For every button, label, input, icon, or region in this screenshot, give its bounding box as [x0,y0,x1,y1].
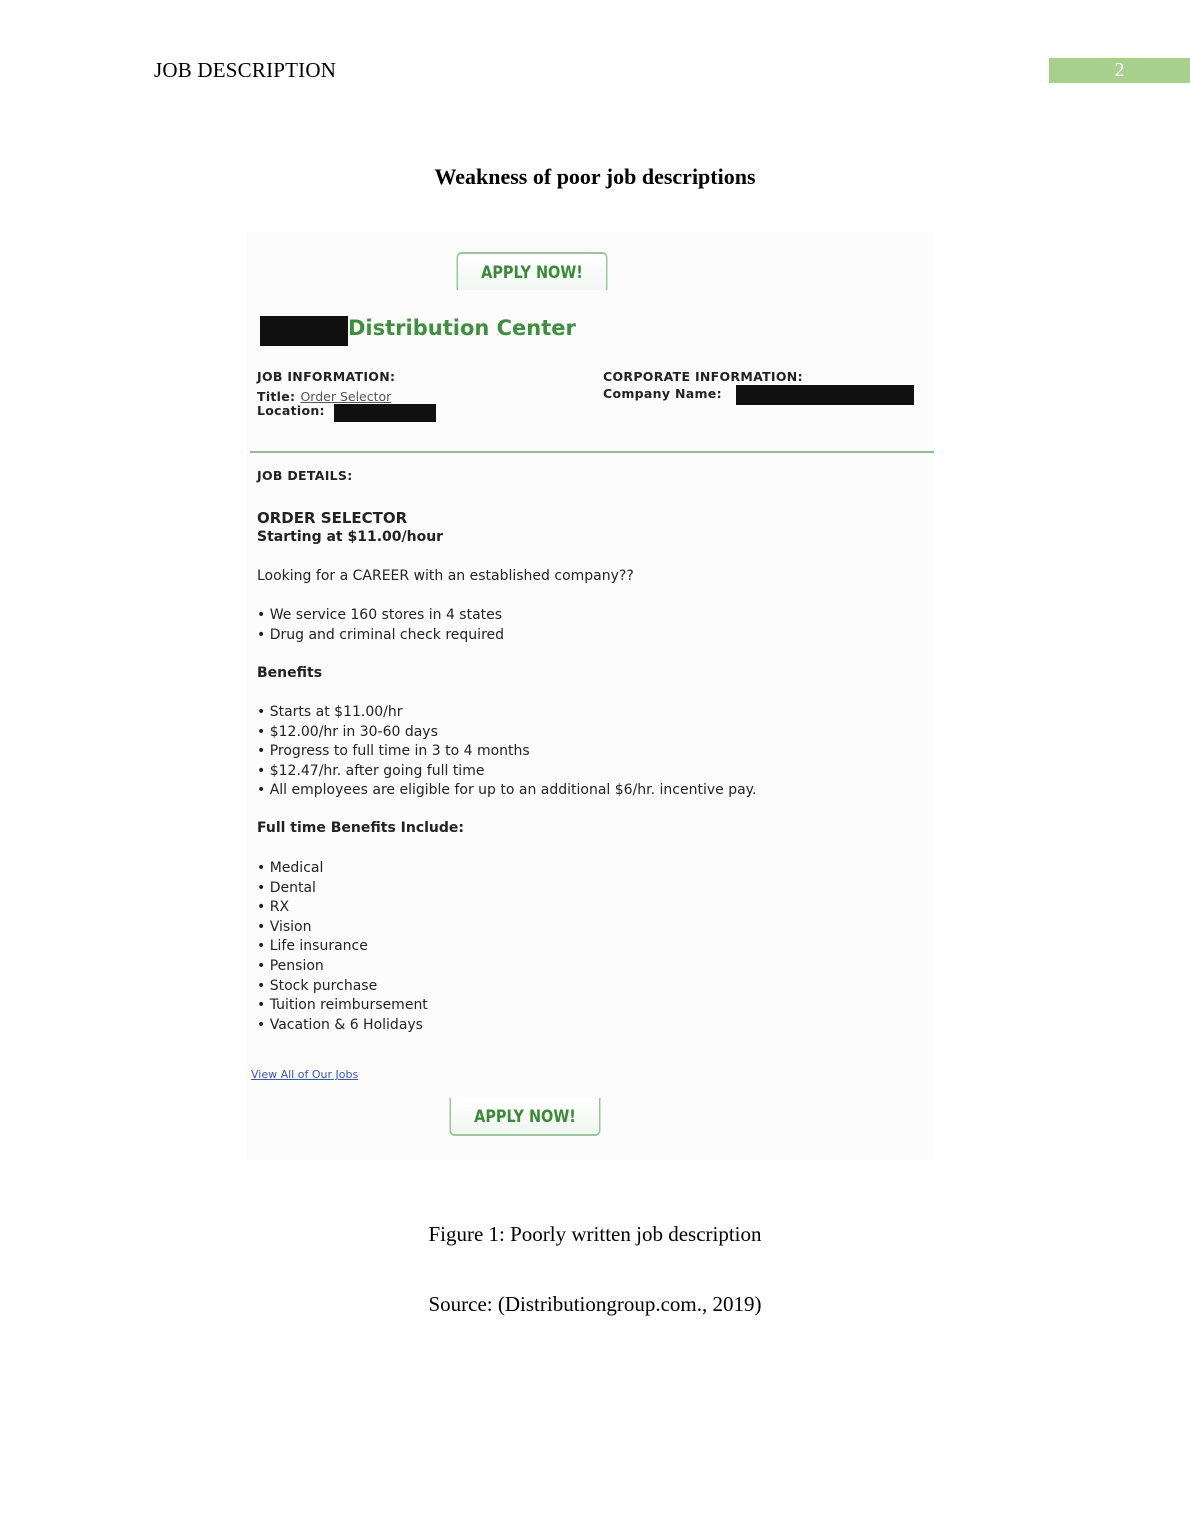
company-name-label: Company Name: [603,386,722,401]
redacted-location [334,404,436,422]
section-heading: Weakness of poor job descriptions [434,164,756,189]
intro-text: Looking for a CAREER with an established company?? [257,568,634,584]
job-title-label: Title: [257,389,296,404]
full-time-benefits-list [257,859,428,1035]
list-item: • RX [257,898,428,918]
list-item: • Medical [257,859,428,879]
figure-source: Source: (Distributiongroup.com., 2019) [428,1292,762,1316]
benefits-list [257,703,756,801]
list-item: • $12.47/hr. after going full time [257,762,756,782]
view-all-jobs-link[interactable]: View All of Our Jobs [251,1068,359,1081]
position-title: ORDER SELECTOR [257,509,408,527]
list-item: • We service 160 stores in 4 states [257,606,504,626]
full-time-benefits-heading: Full time Benefits Include: [257,820,465,836]
list-item: • Progress to full time in 3 to 4 months [257,742,756,762]
list-item: • Stock purchase [257,977,428,997]
corporate-info-label: CORPORATE INFORMATION: [603,369,803,384]
location-label: Location: [257,403,325,418]
list-item: • $12.00/hr in 30-60 days [257,723,756,743]
list-item: • All employees are eligible for up to an additional $6/hr. incentive pay. [257,781,756,801]
starting-pay: Starting at $11.00/hour [257,529,444,545]
job-info-label: JOB INFORMATION: [257,369,396,384]
page-number: 2 [1049,58,1190,83]
job-title-value: Order Selector [300,389,392,404]
list-item: • Life insurance [257,937,428,957]
redacted-company-name [736,385,914,405]
facts-list [257,606,504,645]
company-title: Distribution Center [348,316,576,340]
figure-caption: Figure 1: Poorly written job description [428,1222,762,1246]
apply-now-button-top[interactable]: APPLY NOW! [456,252,607,290]
apply-now-button-bottom[interactable]: APPLY NOW! [449,1098,600,1136]
job-details-label: JOB DETAILS: [257,468,353,483]
list-item: • Tuition reimbursement [257,996,428,1016]
redacted-company-logo [260,316,348,346]
running-head: JOB DESCRIPTION [154,58,337,82]
list-item: • Dental [257,879,428,899]
list-item: • Vision [257,918,428,938]
section-divider [250,451,934,453]
list-item: • Vacation & 6 Holidays [257,1016,428,1036]
list-item: • Pension [257,957,428,977]
job-posting-figure [246,232,934,1160]
list-item: • Starts at $11.00/hr [257,703,756,723]
list-item: • Drug and criminal check required [257,626,504,646]
benefits-heading: Benefits [257,665,323,681]
